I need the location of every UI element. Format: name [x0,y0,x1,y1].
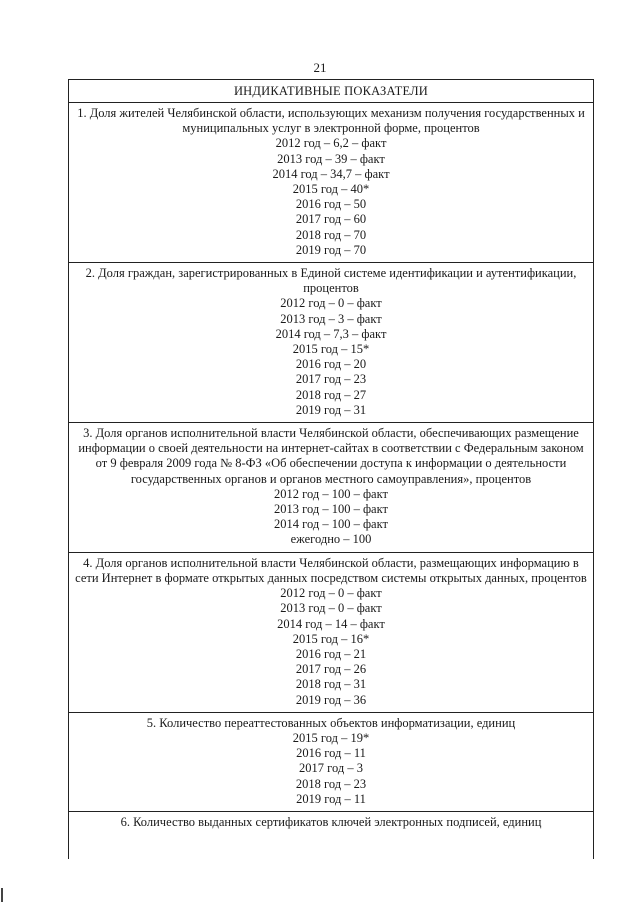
value-line: 2019 год – 11 [296,791,366,806]
value-line: 2019 год – 70 [295,242,367,257]
value-line: 2016 год – 50 [295,197,367,212]
value-line: 2018 год – 27 [295,387,367,402]
indicator-section-1 [69,103,593,263]
value-line: 2018 год – 23 [295,776,367,791]
indicators-table [68,79,594,859]
value-line: 2014 год – 14 – факт [277,616,385,631]
value-line: 2019 год – 31 [295,402,367,417]
value-line: 2015 год – 16* [292,631,370,646]
value-line: 2012 год – 0 – факт [280,296,382,311]
indicator-values [75,731,587,807]
value-line: 2017 год – 3 [299,761,363,776]
value-line: 2017 год – 26 [295,662,367,677]
indicator-title: 2. Доля граждан, зарегистрированных в Единой системе идентификации и аутентификации, процентов [85,266,577,296]
value-line: 2017 год – 60 [295,212,367,227]
page-number: 21 [313,60,327,75]
indicator-title: 5. Количество переаттестованных объектов информатизации, единиц [146,715,516,730]
value-line: 2013 год – 39 – факт [277,151,385,166]
indicator-title: 6. Количество выданных сертификатов ключей электронных подписей, единиц [120,814,542,829]
indicator-title: 4. Доля органов исполнительной власти Челябинской области, размещающих информацию в сети Интернет в формате открытых данных посредством системы открытых данных, процентов [75,555,587,585]
value-line: 2012 год – 0 – факт [280,586,382,601]
table-header: ИНДИКАТИВНЫЕ ПОКАЗАТЕЛИ [69,80,593,103]
value-line: 2013 год – 100 – факт [274,502,388,517]
value-line: 2015 год – 15* [292,342,370,357]
value-line: 2014 год – 34,7 – факт [272,166,390,181]
indicator-values [75,296,587,418]
value-line: ежегодно – 100 [290,532,372,547]
value-line: 2017 год – 23 [295,372,367,387]
value-line: 2015 год – 19* [292,730,370,745]
value-line: 2018 год – 70 [295,227,367,242]
value-line: 2014 год – 7,3 – факт [275,326,387,341]
value-line: 2015 год – 40* [292,182,370,197]
indicator-values [75,136,587,258]
value-line: 2014 год – 100 – факт [274,517,388,532]
value-line: 2016 год – 20 [295,357,367,372]
indicator-section-5 [69,713,593,812]
value-line: 2016 год – 21 [295,646,367,661]
value-line: 2018 год – 31 [295,677,367,692]
indicator-section-3 [69,423,593,553]
indicator-section-6 [69,812,593,830]
value-line: 2016 год – 11 [296,746,366,761]
value-line: 2019 год – 36 [295,692,367,707]
value-line: 2012 год – 100 – факт [274,486,388,501]
indicator-values [75,487,587,548]
indicator-section-4 [69,553,593,713]
indicator-title: 1. Доля жителей Челябинской области, использующих механизм получения государственных и муниципальных услуг в электронной форме, процентов [77,106,585,136]
value-line: 2013 год – 0 – факт [280,601,382,616]
indicator-section-2 [69,263,593,423]
value-line: 2013 год – 3 – факт [280,311,382,326]
indicator-values [75,586,587,708]
indicator-title: 3. Доля органов исполнительной власти Челябинской области, обеспечивающих размещение информации о своей деятельности на интернет-сайтах в соответствии с Федеральным законом от 9 февраля 2009 года № 8-ФЗ «Об обеспечении доступа к информации о деятельности государственных органов и органов местного самоуправления», процентов [78,426,584,486]
value-line: 2012 год – 6,2 – факт [275,136,387,151]
scan-artifact [1,888,3,902]
